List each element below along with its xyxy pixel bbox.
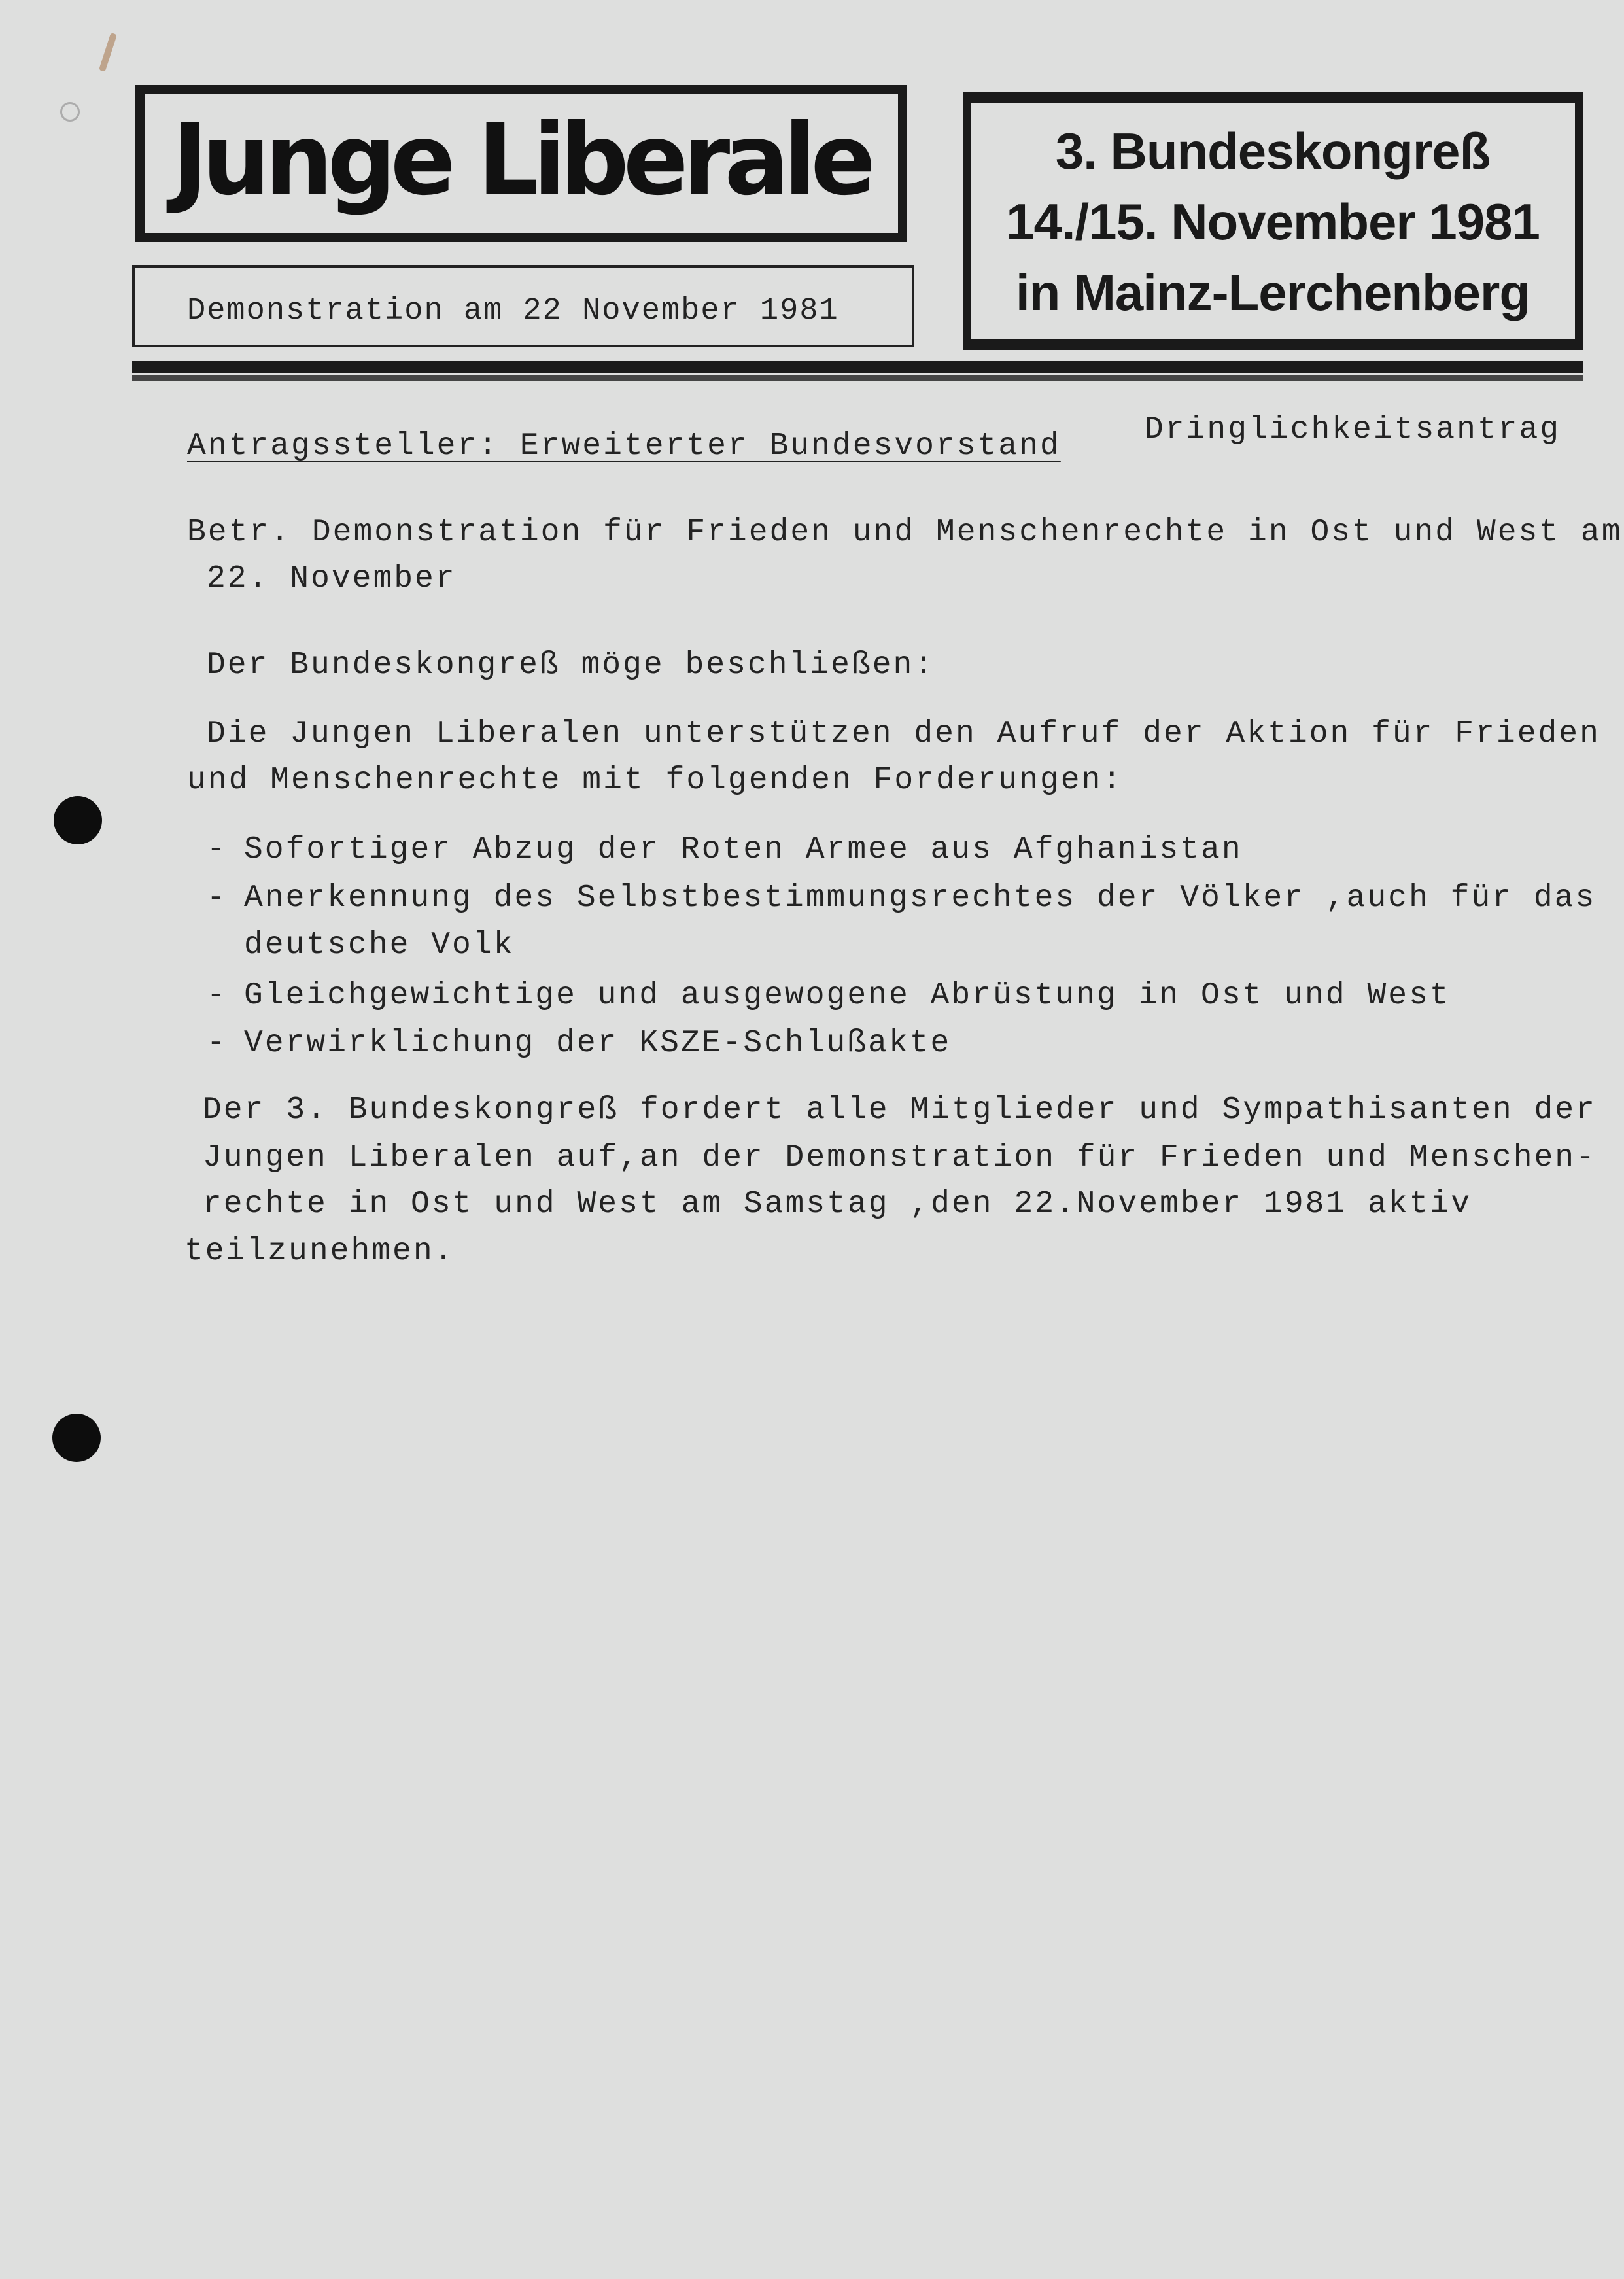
paragraph1-line-1: Die Jungen Liberalen unterstützen den Aufruf der Aktion für Frieden	[207, 716, 1600, 752]
subject-line-2: 22. November	[207, 561, 457, 597]
punch-hole-upper	[54, 796, 102, 844]
congress-box	[963, 92, 1583, 350]
demand-2: Anerkennung des Selbstbestimmungsrechtes der Völker ,auch für das	[244, 880, 1597, 916]
paragraph2-line-4: teilzunehmen.	[184, 1234, 455, 1269]
demand-2-continued: deutsche Volk	[244, 928, 515, 963]
paragraph2-line-1: Der 3. Bundeskongreß fordert alle Mitglieder und Sympathisanten der	[203, 1092, 1597, 1128]
subject-line-1: Betr. Demonstration für Frieden und Menschenrechte in Ost und West am	[187, 515, 1623, 550]
demand-2-marker: -	[207, 880, 228, 916]
paragraph2-line-2: Jungen Liberalen auf,an der Demonstration für Frieden und Menschen-	[203, 1140, 1597, 1175]
congress-location: in Mainz-Lerchenberg	[1015, 263, 1530, 321]
applicant-line: Antragssteller: Erweiterter Bundesvorstand	[187, 428, 1061, 464]
document-subject: Demonstration am 22 November 1981	[187, 293, 839, 328]
congress-date: 14./15. November 1981	[1006, 192, 1540, 251]
paragraph2-line-3: rechte in Ost und West am Samstag ,den 22.November 1981 aktiv	[203, 1187, 1472, 1222]
demand-4: Verwirklichung der KSZE-Schlußakte	[244, 1026, 952, 1061]
motion-type: Dringlichkeitsantrag	[1145, 412, 1561, 447]
demand-3: Gleichgewichtige und ausgewogene Abrüstung in Ost und West	[244, 978, 1451, 1013]
demand-1: Sofortiger Abzug der Roten Armee aus Afghanistan	[244, 832, 1243, 867]
demand-4-marker: -	[207, 1026, 228, 1061]
subject-box	[132, 265, 914, 347]
paragraph1-line-2: und Menschenrechte mit folgenden Forderungen:	[187, 763, 1124, 798]
congress-title: 3. Bundeskongreß	[1055, 122, 1491, 180]
motion-intro: Der Bundeskongreß möge beschließen:	[207, 648, 935, 683]
organization-logo: Junge Liberale	[172, 103, 871, 217]
staple-mark	[99, 33, 117, 72]
demand-1-marker: -	[207, 832, 228, 867]
demand-3-marker: -	[207, 978, 228, 1013]
staple-hole	[60, 102, 80, 122]
punch-hole-lower	[52, 1414, 101, 1462]
header-divider-shadow	[132, 375, 1583, 381]
header-divider	[132, 361, 1583, 373]
logo-box	[135, 85, 907, 242]
